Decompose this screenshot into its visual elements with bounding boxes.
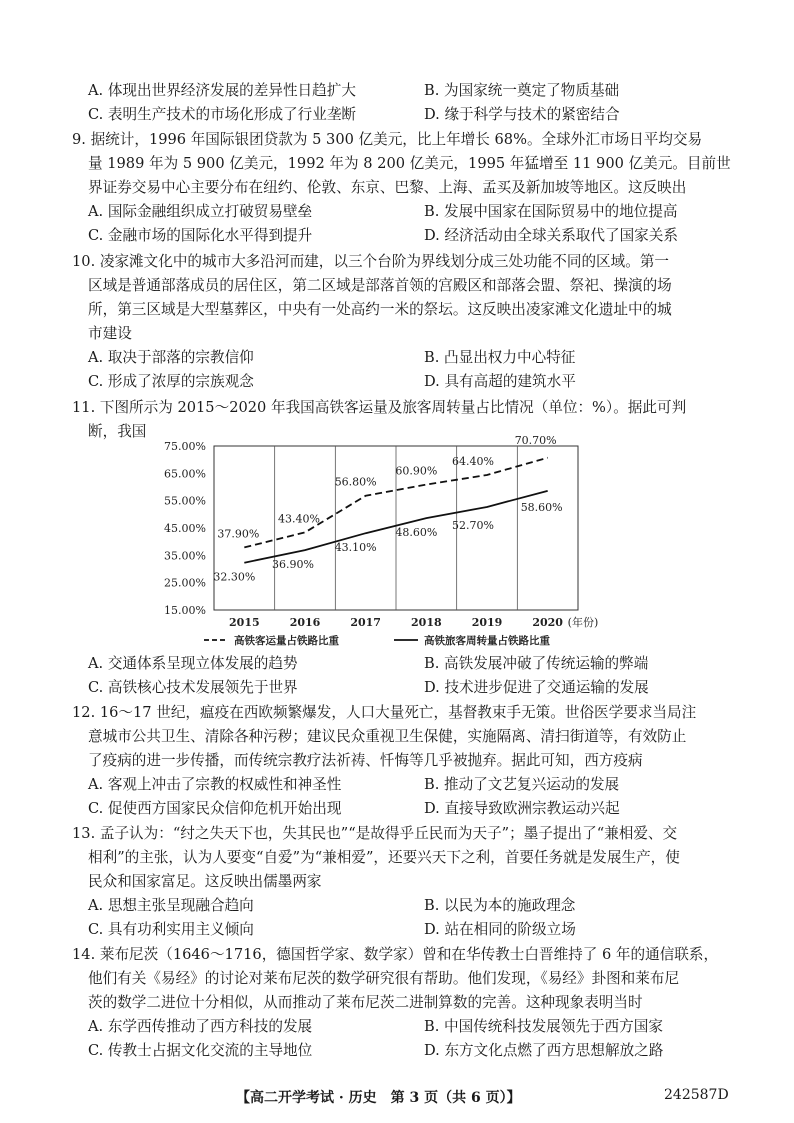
- chart-data-label: 36.90%: [272, 558, 314, 572]
- q11-option-b: B. 高铁发展冲破了传统运输的弊端: [424, 655, 649, 672]
- q8-option-a: A. 体现出世界经济发展的差异性日趋扩大: [88, 82, 356, 99]
- chart-x-unit-label: (年份): [567, 616, 599, 629]
- q12-stem-line: 了疫病的进一步传播，而传统宗教疗法祈祷、忏悔等几乎被抛弃。据此可知，西方疫病: [88, 752, 643, 769]
- q8-option-b: B. 为国家统一奠定了物质基础: [424, 82, 620, 99]
- q9-stem-line: 界证券交易中心主要分布在纽约、伦敦、东京、巴黎、上海、孟买及新加坡等地区。这反映出: [88, 179, 687, 196]
- q12-option-a: A. 客观上冲击了宗教的权威性和神圣性: [88, 776, 342, 793]
- q13-option-d: D. 站在相同的阶级立场: [424, 921, 576, 938]
- q12-option-d: D. 直接导致欧洲宗教运动兴起: [424, 800, 620, 817]
- q12-option-b: B. 推动了文艺复兴运动的发展: [424, 776, 620, 793]
- q11-option-a: A. 交通体系呈现立体发展的趋势: [88, 655, 298, 672]
- q10-option-c: C. 形成了浓厚的宗族观念: [88, 373, 254, 390]
- q13-stem-line: 13. 孟子认为：“纣之失天下也，失其民也”“是故得乎丘民而为天子”；墨子提出了“兼相爱、交: [72, 825, 678, 842]
- q13-stem-line: 民众和国家富足。这反映出儒墨两家: [88, 873, 322, 890]
- q10-option-d: D. 具有高超的建筑水平: [424, 373, 576, 390]
- page-footer-title: 【高二开学考试 · 历史 第 3 页（共 6 页）】: [236, 1090, 521, 1106]
- chart-x-tick-label: 2016: [289, 616, 321, 629]
- chart-data-label: 64.40%: [452, 454, 494, 468]
- q8-option-d: D. 缘于科学与技术的紧密结合: [424, 106, 620, 123]
- chart-y-tick-label: 55.00%: [164, 494, 206, 508]
- q10-stem-line: 10. 凌家滩文化中的城市大多沿河而建，以三个台阶为界线划分成三处功能不同的区域。第一: [72, 253, 670, 270]
- q9-stem-line: 量 1989 年为 5 900 亿美元，1992 年为 8 200 亿美元，1995 年猛增至 11 900 亿美元。目前世: [88, 155, 731, 172]
- chart-x-tick-label: 2020: [532, 616, 563, 629]
- chart-legend-label: 高铁客运量占铁路比重: [234, 635, 339, 647]
- chart-data-label: 43.10%: [334, 541, 377, 555]
- q14-option-c: C. 传教士占据文化交流的主导地位: [88, 1042, 313, 1059]
- q10-stem-line: 区域是普通部落成员的居住区，第二区域是部落首领的宫殿区和部落会盟、祭祀、操演的场: [88, 277, 672, 294]
- q9-stem-line: 9. 据统计，1996 年国际银团贷款为 5 300 亿美元，比上年增长 68%。全球外汇市场日平均交易: [72, 131, 703, 148]
- q9-option-c: C. 金融市场的国际化水平得到提升: [88, 227, 313, 244]
- chart-data-label: 60.90%: [395, 464, 438, 478]
- q12-option-c: C. 促使西方国家民众信仰危机开始出现: [88, 800, 342, 817]
- q13-option-b: B. 以民为本的施政理念: [424, 897, 576, 914]
- chart-data-label: 32.30%: [213, 570, 256, 584]
- chart-x-tick-label: 2017: [350, 616, 381, 629]
- chart-data-label: 37.90%: [217, 527, 260, 541]
- chart-y-tick-label: 35.00%: [164, 549, 206, 563]
- q12-stem-line: 12. 16～17 世纪，瘟疫在西欧频繁爆发，人口大量死亡，基督教束手无策。世俗医学要求当局注: [72, 704, 697, 721]
- chart-data-label: 43.40%: [278, 512, 320, 526]
- chart-y-tick-label: 45.00%: [164, 522, 206, 535]
- q10-option-a: A. 取决于部落的宗教信仰: [88, 349, 254, 366]
- chart-data-label: 58.60%: [520, 500, 563, 514]
- q9-option-d: D. 经济活动由全球关系取代了国家关系: [424, 227, 678, 244]
- q13-stem-line: 相利”的主张，认为人要变“自爱”为“兼相爱”，还要兴天下之利，首要任务就是发展生产，使: [88, 849, 680, 866]
- q14-option-d: D. 东方文化点燃了西方思想解放之路: [424, 1042, 664, 1059]
- chart-data-label: 70.70%: [514, 434, 557, 447]
- q13-option-c: C. 具有功利实用主义倾向: [88, 921, 254, 938]
- chart-data-label: 48.60%: [395, 526, 438, 540]
- q9-option-b: B. 发展中国家在国际贸易中的地位提高: [424, 203, 678, 220]
- q10-option-b: B. 凸显出权力中心特征: [424, 349, 576, 366]
- q8-option-c: C. 表明生产技术的市场化形成了行业垄断: [88, 106, 357, 123]
- chart-y-tick-label: 15.00%: [164, 604, 206, 617]
- chart-x-tick-label: 2015: [229, 616, 260, 629]
- chart-x-tick-label: 2018: [411, 616, 442, 629]
- q12-stem-line: 意城市公共卫生、清除各种污秽；建议民众重视卫生保健，实施隔离、清扫街道等，有效防止: [88, 728, 687, 745]
- q9-option-a: A. 国际金融组织成立打破贸易壁垒: [88, 203, 313, 220]
- q10-stem-line: 市建设: [88, 325, 132, 342]
- q14-option-b: B. 中国传统科技发展领先于西方国家: [424, 1018, 663, 1035]
- q10-stem-line: 所，第三区域是大型墓葬区，中央有一处高约一米的祭坛。这反映出凌家滩文化遗址中的城: [88, 301, 672, 318]
- q11-stem-line: 断，我国: [88, 423, 147, 440]
- chart-legend-label: 高铁旅客周转量占铁路比重: [424, 635, 550, 647]
- chart-y-tick-label: 65.00%: [164, 467, 206, 481]
- q13-option-a: A. 思想主张呈现融合趋向: [88, 897, 254, 914]
- chart-y-tick-label: 25.00%: [164, 576, 206, 590]
- q11-option-d: D. 技术进步促进了交通运输的发展: [424, 679, 649, 696]
- chart-data-label: 56.80%: [334, 475, 377, 489]
- chart-y-tick-label: 75.00%: [164, 440, 206, 453]
- q14-stem-line: 他们有关《易经》的讨论对莱布尼茨的数学研究很有帮助。他们发现，《易经》卦图和莱布尼: [88, 970, 680, 987]
- page-footer-code: 242587D: [664, 1087, 729, 1103]
- q14-stem-line: 14. 莱布尼茨（1646～1716，德国哲学家、数学家）曾和在华传教士白晋维持了 6 年的通信联系，: [72, 946, 719, 963]
- chart-data-label: 52.70%: [452, 518, 494, 532]
- q14-stem-line: 茨的数学二进位十分相似，从而推动了莱布尼茨二进制算数的完善。这种现象表明当时: [88, 994, 643, 1011]
- rail-share-line-chart: [150, 434, 640, 654]
- q11-stem-line: 11. 下图所示为 2015～2020 年我国高铁客运量及旅客周转量占比情况（单位：%）。据此可判: [72, 399, 687, 416]
- chart-x-tick-label: 2019: [471, 616, 503, 629]
- q14-option-a: A. 东学西传推动了西方科技的发展: [88, 1018, 313, 1035]
- q11-option-c: C. 高铁核心技术发展领先于世界: [88, 679, 298, 696]
